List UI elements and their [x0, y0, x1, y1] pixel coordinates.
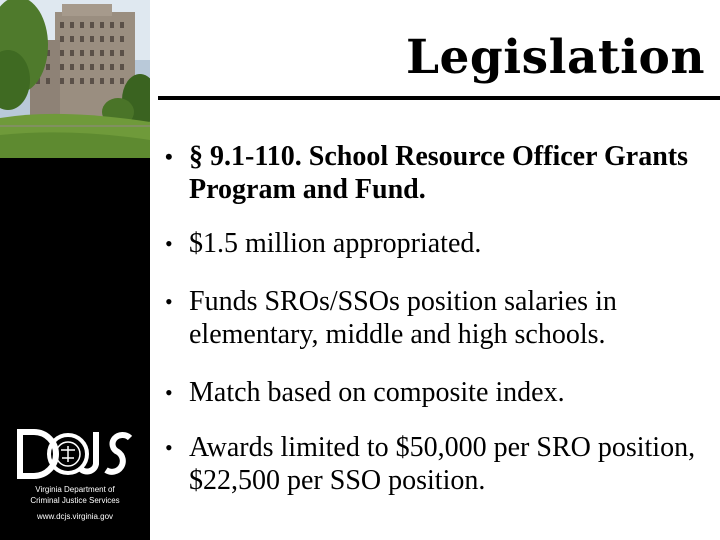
building-photo — [0, 0, 150, 158]
bullet-item — [165, 431, 710, 497]
bullet-item — [165, 140, 710, 206]
bullet-item — [165, 285, 710, 351]
department-name — [0, 484, 150, 506]
bullet-text: Awards limited to $50,000 per SRO position, $22,500 per SSO position. — [189, 432, 696, 496]
bullet-item — [165, 376, 565, 409]
bullet-dot-icon: • — [165, 380, 173, 405]
slide-title: Legislation — [405, 30, 705, 85]
bullet-dot-icon: • — [165, 435, 173, 460]
bullet-text: $1.5 million appropriated. — [189, 228, 482, 259]
bullet-text: § 9.1-110. School Resource Officer Grants Program and Fund. — [189, 141, 689, 205]
title-divider — [158, 96, 720, 100]
department-line-1: Virginia Department of — [35, 485, 115, 494]
bullet-dot-icon: • — [165, 289, 173, 314]
bullet-dot-icon: • — [165, 231, 173, 256]
website-link[interactable]: www.dcjs.virginia.gov — [36, 512, 114, 521]
bullet-item — [165, 227, 481, 260]
sidebar — [0, 0, 150, 540]
department-line-2: Criminal Justice Services — [30, 496, 120, 505]
bullet-dot-icon: • — [165, 144, 173, 169]
bullet-text: Funds SROs/SSOs position salaries in elementary, middle and high schools. — [189, 286, 617, 350]
bullet-text: Match based on composite index. — [189, 377, 565, 408]
dcjs-logo — [16, 428, 134, 480]
